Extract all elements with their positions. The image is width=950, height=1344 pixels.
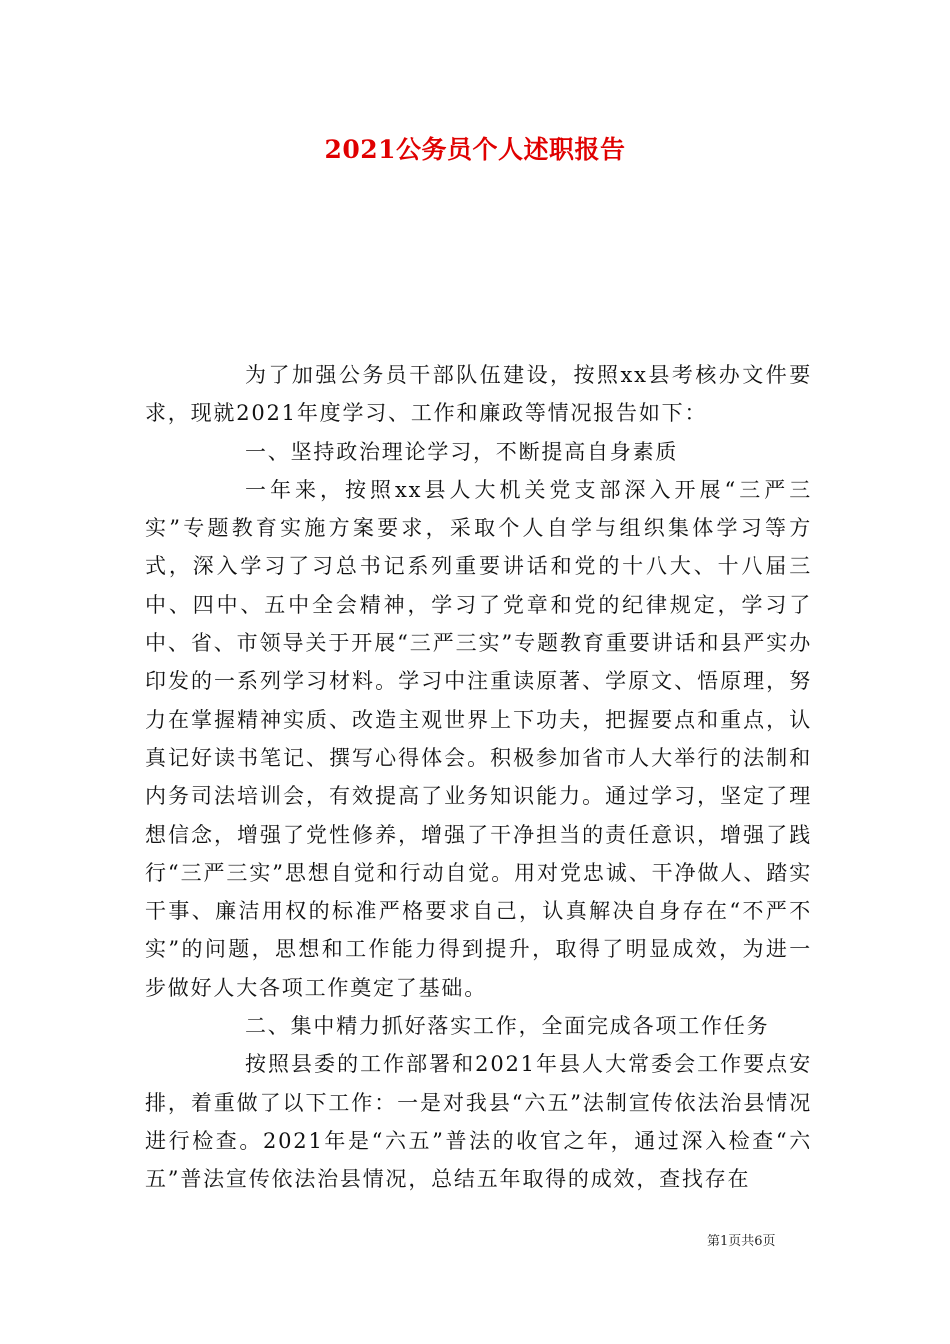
page-title: 2021公务员个人述职报告 [324, 135, 626, 164]
page-number: 第1页共6页 [707, 1234, 776, 1249]
section-1-paragraph: 一年来，按照xx县人大机关党支部深入开展“三严三实”专题教育实施方案要求，采取个人自学与组织集体学习等方式，深入学习了习总书记系列重要讲话和党的十八大、十八届三中、四中、五中全会精神，学习了党章和党的纪律规定，学习了中、省、市领导关于开展“三严三实”专题教育重要讲话和县严实办印发的一系列学习材料。学习中注重读原著、学原文、悟原理，努力在掌握精神实质、改造主观世界上下功夫，把握要点和重点，认真记好读书笔记、撰写心得体会。积极参加省市人大举行的法制和内务司法培训会，有效提高了业务知识能力。通过学习，坚定了理想信念，增强了党性修养，增强了干净担当的责任意识，增强了践行“三严三实”思想自觉和行动自觉。用对党忠诚、干净做人、踏实干事、廉洁用权的标准严格要求自己，认真解决自身存在“不严不实”的问题，思想和工作能力得到提升，取得了明显成效，为进一步做好人大各项工作奠定了基础。 [145, 477, 812, 1000]
section-heading-1: 一、坚持政治理论学习，不断提高自身素质 [245, 439, 679, 464]
document-body [145, 356, 812, 1199]
section-heading-2: 二、集中精力抓好落实工作，全面完成各项工作任务 [245, 1014, 770, 1039]
intro-paragraph: 为了加强公务员干部队伍建设，按照xx县考核办文件要求，现就2021年度学习、工作和廉政等情况报告如下： [145, 363, 812, 426]
section-2-paragraph: 按照县委的工作部署和2021年县人大常委会工作要点安排，着重做了以下工作：一是对我县“六五”法制宣传依法治县情况进行检查。2021年是“六五”普法的收官之年，通过深入检查“六五”普法宣传依法治县情况，总结五年取得的成效，查找存在 [145, 1052, 812, 1192]
